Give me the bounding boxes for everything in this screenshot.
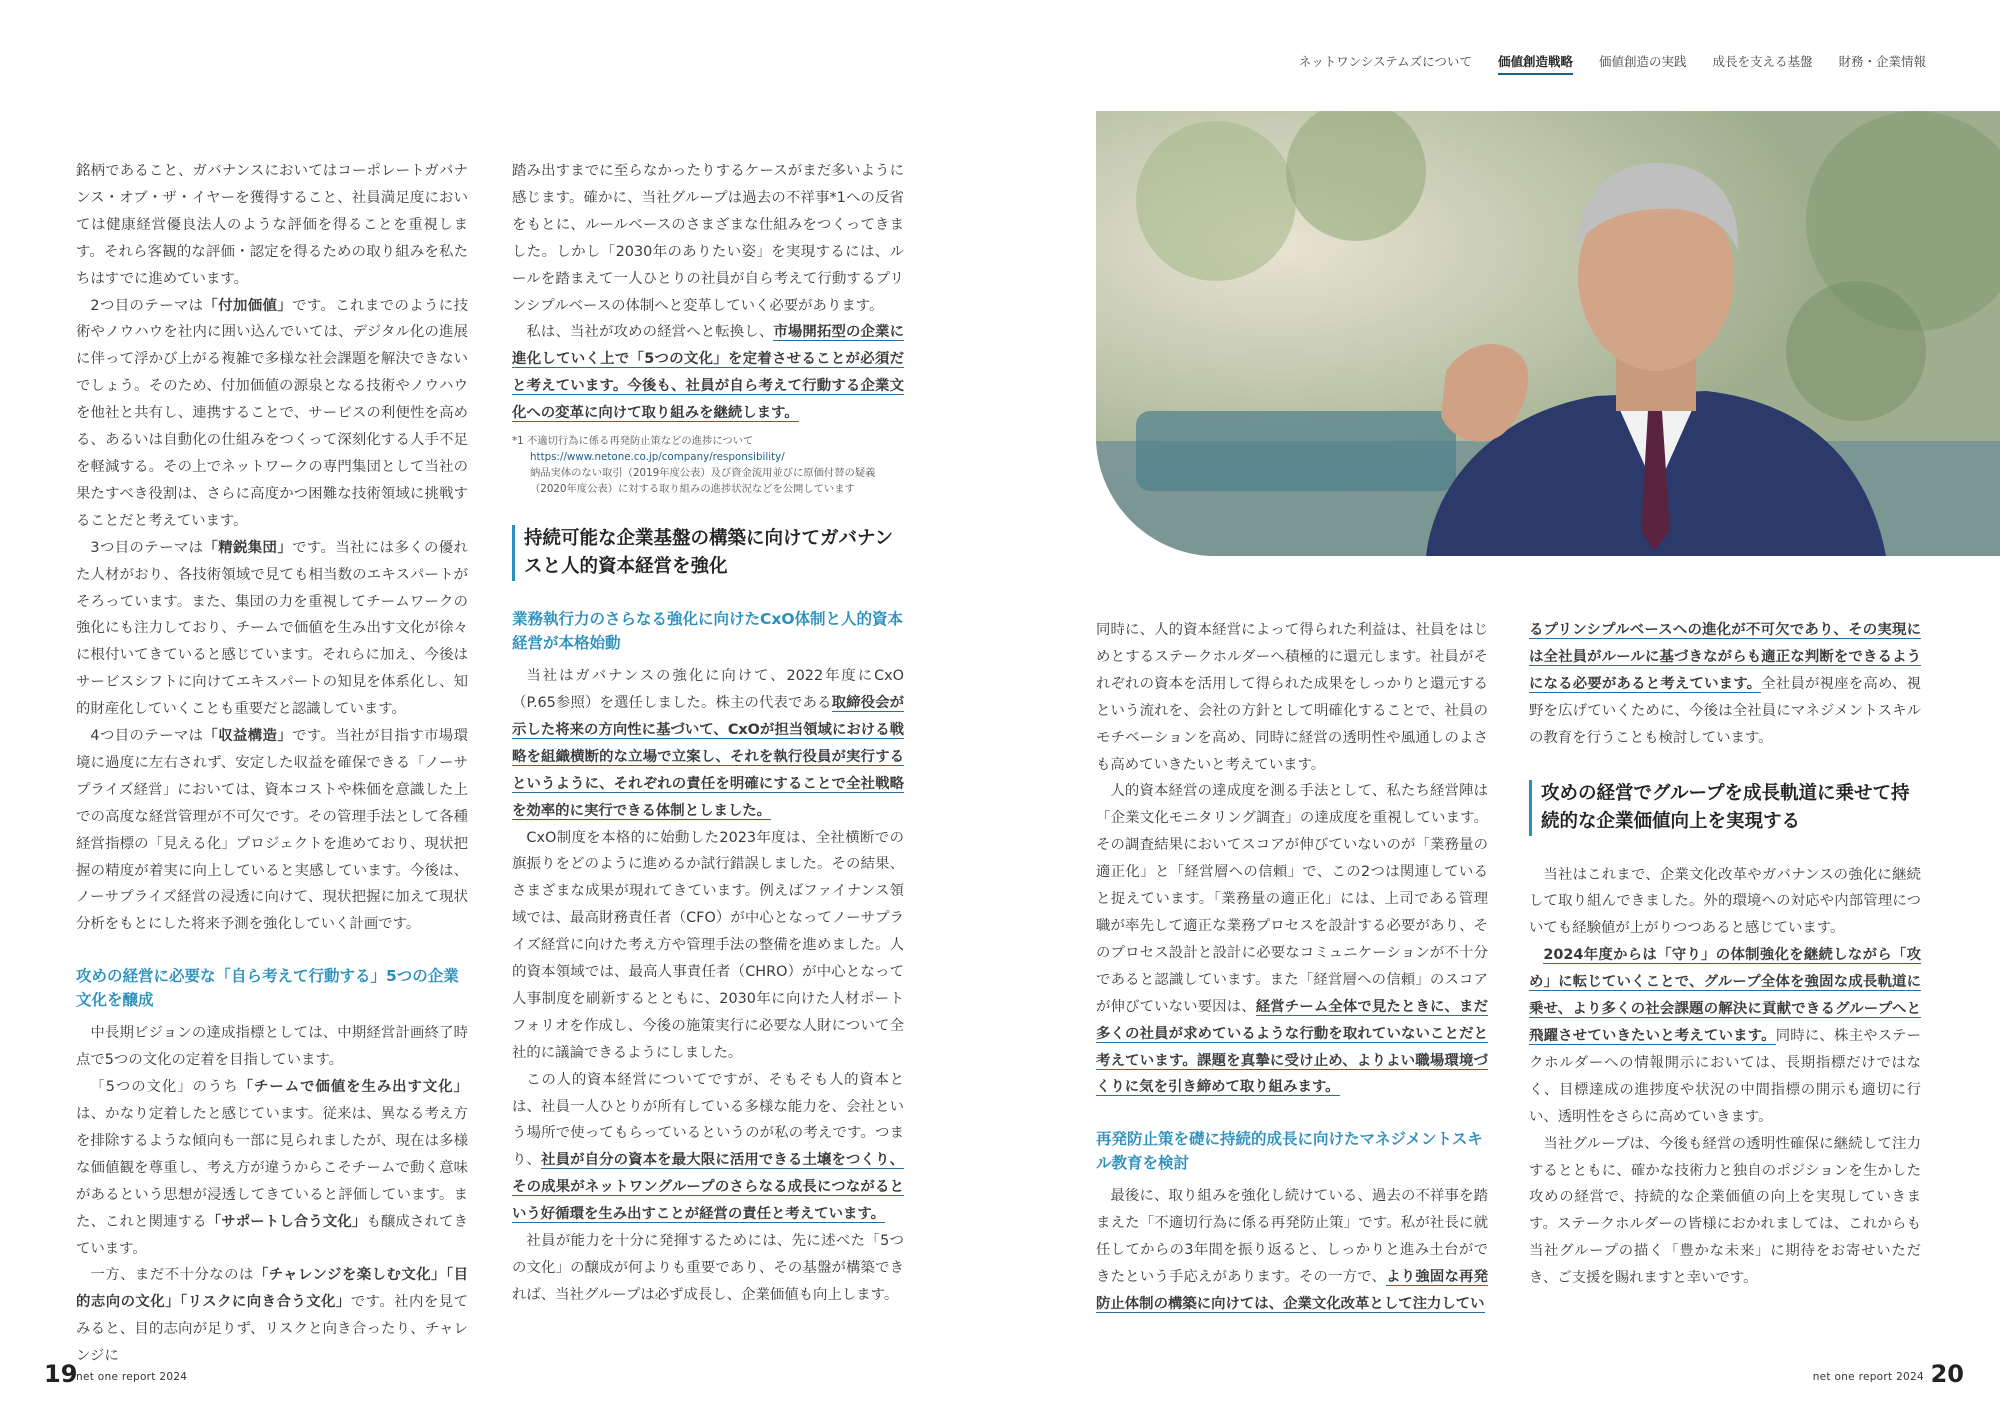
paragraph: 一方、まだ不十分なのは「チャレンジを楽しむ文化」「目的志向の文化」「リスクに向き合う文化」です。社内を見てみると、目的志向が足りず、リスクと向き合ったり、チャレンジに — [76, 1267, 468, 1365]
paragraph: 当社はこれまで、企業文化改革やガバナンスの強化に継続して取り組んできました。外的環境への対応や内部管理についても経験値が上がりつつあると感じています。 — [1529, 866, 1921, 937]
paragraph: この人的資本経営についてですが、そもそも人的資本とは、社員一人ひとりが所有している多様な能力を、会社という場所で使ってもらっているというのが私の考えです。つまり、社員が自分の資本を最大限に活用できる土壌をつくり、その成果がネットワングループのさらなる成長につながるという好循環を生み出すことが経営の責任と考えています。 — [512, 1071, 904, 1223]
paragraph: 銘柄であること、ガバナンスにおいてはコーポレートガバナンス・オブ・ザ・イヤーを獲得すること、社員満足度においては健康経営優良法人のような評価を得ることを重視します。それら客観的な評価・認定を得るための取り組みを私たちはすでに進めています。 — [76, 163, 468, 287]
nav-item-growth-foundation[interactable]: 成長を支える基盤 — [1712, 54, 1813, 69]
subsection-heading: 業務執行力のさらなる強化に向けたCxO体制と人的資本経営が本格始動 — [512, 610, 904, 653]
page-number-right: 20 — [1930, 1360, 1964, 1388]
paragraph: 踏み出すまでに至らなかったりするケースがまだ多いように感じます。確かに、当社グループは過去の不祥事*1への反省をもとに、ルールベースのさまざまな仕組みをつくってきました。しかし「2030年のありたい姿」を実現するには、ルールを踏まえて一人ひとりの社員が自ら考えて行動するプリンシプルベースの体制へと変革していく必要があります。 — [512, 163, 904, 314]
text-column-2 — [512, 158, 904, 1309]
paragraph: 4つ目のテーマは「収益構造」です。当社が目指す市場環境に過度に左右されず、安定した収益を確保できる「ノーサプライズ経営」においては、資本コストや株価を意識した上での高度な経営管理が不可欠です。その管理手法として各種経営指標の「見える化」プロジェクトを進めており、現状把握の精度が着実に向上していると実感しています。今後は、ノーサプライズ経営の浸透に向けて、現状把握に加えて現状分析をもとにした将来予測を強化していく計画です。 — [76, 728, 468, 933]
paragraph: 「5つの文化」のうち「チームで価値を生み出す文化」は、かなり定着したと感じています。従来は、異なる考え方を排除するような傾向も一部に見られましたが、現在は多様な価値観を尊重し、考え方が違うからこそチームで動く意味があるという思想が浸透してきていると評価しています。また、これと関連する「サポートし合う文化」も醸成されてきています。 — [76, 1079, 468, 1257]
paragraph: 同時に、人的資本経営によって得られた利益は、社員をはじめとするステークホルダーへ積極的に還元します。社員がそれぞれの資本を活用して得られた成果をしっかりと還元するという流れを、会社の方針として明確化することで、社員のモチベーションを高め、同時に経営の透明性や風通しのよさも高めていきたいと考えています。 — [1096, 622, 1488, 773]
text-column-1 — [76, 158, 468, 1370]
paragraph: 当社グループは、今後も経営の透明性確保に継続して注力するとともに、確かな技術力と独自のポジションを生かした攻めの経営で、持続的な企業価値の向上を実現していきます。ステークホルダーの皆様におかれましては、これからも当社グループの描く「豊かな未来」に期待をお寄せいただき、ご支援を賜れますと幸いです。 — [1529, 1135, 1921, 1287]
nav-item-value-strategy[interactable]: 価値創造戦略 — [1498, 52, 1573, 75]
subsection-heading: 攻めの経営に必要な「自ら考えて行動する」5つの企業文化を醸成 — [76, 967, 459, 1010]
nav-item-about[interactable]: ネットワンシステムズについて — [1298, 54, 1472, 69]
text-column-3 — [1096, 617, 1488, 1318]
report-brand-right: net one report 2024 — [1812, 1371, 1924, 1383]
paragraph: 人的資本経営の達成度を測る手法として、私たち経営陣は「企業文化モニタリング調査」の達成度を重視しています。その調査結果においてスコアが伸びていないのが「業務量の適正化」と「経営層への信頼」で、この2つは関連していると捉えています。「業務量の適正化」には、上司である管理職が率先して適正な業務プロセスを設計する必要があり、そのプロセス設計と設計に必要なコミュニケーションが不十分であると認識しています。また「経営層への信頼」のスコアが伸びていない要因は、経営チーム全体で見たときに、まだ多くの社員が求めているような行動を取れていないことだと考えています。課題を真摯に受け止め、よりよい職場環境づくりに気を引き締めて取り組みます。 — [1096, 783, 1488, 1096]
paragraph: 社員が能力を十分に発揮するためには、先に述べた「5つの文化」の醸成が何よりも重要であり、その基盤が構築できれば、当社グループは必ず成長し、企業価値も向上します。 — [512, 1233, 904, 1303]
footnote: *1 不適切行為に係る再発防止策などの進捗について https://www.netone.co.jp/company/responsibility/ 納品実体のない取引（2019年度公表）及び資金流用並びに原価付替の疑義（2020年度公表）に対する取り組みの進捗状況などを公開しています — [512, 433, 904, 497]
paragraph: 中長期ビジョンの達成指標としては、中期経営計画終了時点で5つの文化の定着を目指しています。 — [76, 1025, 468, 1069]
paragraph: るプリンシプルベースへの進化が不可欠であり、その実現には全社員がルールに基づきながらも適正な判断をできるようになる必要があると考えています。全社員が視座を高め、視野を広げていくために、今後は全社員にマネジメントスキルの教育を行うことも検討しています。 — [1529, 622, 1921, 746]
portrait-illustration — [1096, 111, 2000, 556]
paragraph: 私は、当社が攻めの経営へと転換し、市場開拓型の企業に進化していく上で「5つの文化」を定着させることが必須だと考えています。今後も、社員が自ら考えて行動する企業文化への変革に向けて取り組みを継続します。 — [512, 324, 904, 422]
section-heading: 攻めの経営でグループを成長軌道に乗せて持続的な企業価値向上を実現する — [1529, 780, 1921, 836]
report-brand-left: net one report 2024 — [76, 1371, 188, 1383]
paragraph: 2つ目のテーマは「付加価値」です。これまでのように技術やノウハウを社内に囲い込んでいては、デジタル化の進展に伴って浮かび上がる複雑で多様な社会課題を解決できないでしょう。そのため、付加価値の源泉となる技術やノウハウを他社と共有し、連携することで、サービスの利便性を高める、あるいは自動化の仕組みをつくって深刻化する人手不足を軽減する。その上でネットワークの専門集団として当社の果たすべき役割は、さらに高度かつ困難な技術領域に挑戦することだと考えています。 — [76, 297, 468, 529]
nav-item-financial-info[interactable]: 財務・企業情報 — [1838, 54, 1926, 69]
ceo-portrait-photo — [1096, 111, 2000, 556]
page-number-left: 19 — [44, 1360, 78, 1388]
subsection-heading: 再発防止策を礎に持続的成長に向けたマネジメントスキル教育を検討 — [1096, 1130, 1483, 1173]
footnote-link[interactable]: https://www.netone.co.jp/company/responsibility/ — [530, 451, 785, 464]
section-heading: 持続可能な企業基盤の構築に向けてガバナンスと人的資本経営を強化 — [512, 525, 904, 581]
nav-item-value-practice[interactable]: 価値創造の実践 — [1598, 54, 1687, 69]
paragraph: 2024年度からは「守り」の体制強化を継続しながら「攻め」に転じていくことで、グループ全体を強固な成長軌道に乗せ、より多くの社会課題の解決に貢献できるグループへと飛躍させていきたいと考えています。同時に、株主やステークホルダーへの情報開示においては、長期指標だけではなく、目標達成の進捗度や状況の中間指標の開示も適切に行い、透明性をさらに高めていきます。 — [1529, 947, 1921, 1125]
section-nav — [1299, 52, 1926, 75]
paragraph: 当社はガバナンスの強化に向けて、2022年度にCxO（P.65参照）を選任しました。株主の代表である取締役会が示した将来の方向性に基づいて、CxOが担当領域における戦略を組織横断的な立場で立案し、それを執行役員が実行するというように、それぞれの責任を明確にすることで全社戦略を効率的に実行できる体制としました。 — [512, 668, 904, 819]
paragraph: CxO制度を本格的に始動した2023年度は、全社横断での旗振りをどのように進めるか試行錯誤しました。その結果、さまざまな成果が現れてきています。例えばファイナンス領域では、最高財務責任者（CFO）が中心となってノーサプライズ経営に向けた考え方や管理手法の整備を進めました。人的資本領域では、最高人事責任者（CHRO）が中心となって人事制度を刷新するとともに、2030年に向けた人材ポートフォリオを作成し、今後の施策実行に必要な人財について全社的に議論できるようにしました。 — [512, 829, 904, 1061]
paragraph: 3つ目のテーマは「精鋭集団」です。当社には多くの優れた人材がおり、各技術領域で見ても相当数のエキスパートがそろっています。また、集団の力を重視してチームワークの強化にも注力しており、チームで価値を生み出す文化が徐々に根付いてきていると感じています。それらに加え、今後はサービスシフトに向けてエキスパートの知見を体系化し、知的財産化していくことも重要だと認識しています。 — [76, 539, 468, 718]
text-column-4 — [1529, 617, 1921, 1292]
paragraph: 最後に、取り組みを強化し続けている、過去の不祥事を踏まえた「不適切行為に係る再発防止策」です。私が社長に就任してからの3年間を振り返ると、しっかりと進み土台ができたという手応えがあります。その一方で、より強固な再発防止体制の構築に向けては、企業文化改革として注力してい — [1096, 1188, 1488, 1312]
